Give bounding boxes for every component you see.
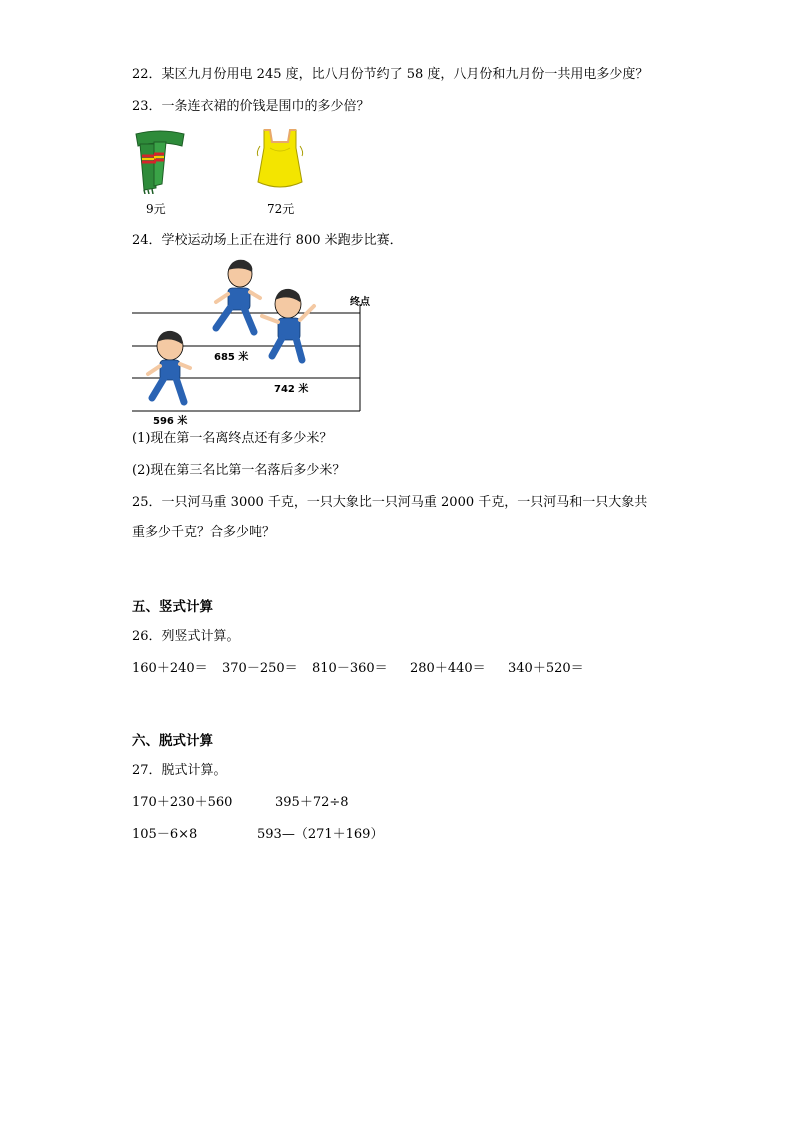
- runner-742-label: 742 米: [274, 384, 309, 395]
- question-25-line2: 重多少千克？合多少吨？: [132, 525, 276, 540]
- calc-27-2: 395＋72÷8: [275, 795, 349, 810]
- runner-596-label: 596 米: [153, 416, 188, 427]
- calc-27-1: 170＋230＋560: [132, 795, 233, 810]
- question-24-1: (1)现在第一名离终点还有多少米？: [132, 431, 333, 446]
- runner-596: [148, 331, 190, 402]
- finish-label: 终点: [350, 297, 370, 308]
- question-27: 27．脱式计算。: [132, 763, 227, 778]
- section-5-heading: 五、竖式计算: [132, 599, 213, 615]
- question-24: 24．学校运动场上正在进行 800 米跑步比赛．: [132, 233, 403, 248]
- calc-27-4: 593—（271＋169）: [257, 827, 384, 842]
- runner-742: [262, 289, 314, 360]
- scarf-price: 9元: [146, 202, 166, 216]
- calc-26-5: 340＋520＝: [508, 661, 584, 676]
- calc-26-2: 370－250＝: [222, 661, 298, 676]
- question-24-2: (2)现在第三名比第一名落后多少米？: [132, 463, 346, 478]
- calc-26-1: 160＋240＝: [132, 661, 208, 676]
- scarf-image: [132, 126, 188, 194]
- runner-685: [216, 260, 260, 332]
- question-22: 22．某区九月份用电 245 度，比八月份节约了 58 度，八月份和九月份一共用电多少度？: [132, 67, 649, 82]
- question-23: 23．一条连衣裙的价钱是围巾的多少倍？: [132, 99, 370, 114]
- question-26: 26．列竖式计算。: [132, 629, 240, 644]
- calc-27-3: 105－6×8: [132, 827, 198, 842]
- runner-685-label: 685 米: [214, 352, 249, 363]
- dress-price: 72元: [267, 202, 295, 216]
- race-track-diagram: [132, 256, 372, 426]
- section-6-heading: 六、脱式计算: [132, 733, 213, 749]
- calc-26-4: 280＋440＝: [410, 661, 486, 676]
- question-25-line1: 25．一只河马重 3000 千克，一只大象比一只河马重 2000 千克，一只河马和一只大象共: [132, 495, 648, 510]
- dress-image: [250, 126, 310, 194]
- calc-26-3: 810－360＝: [312, 661, 388, 676]
